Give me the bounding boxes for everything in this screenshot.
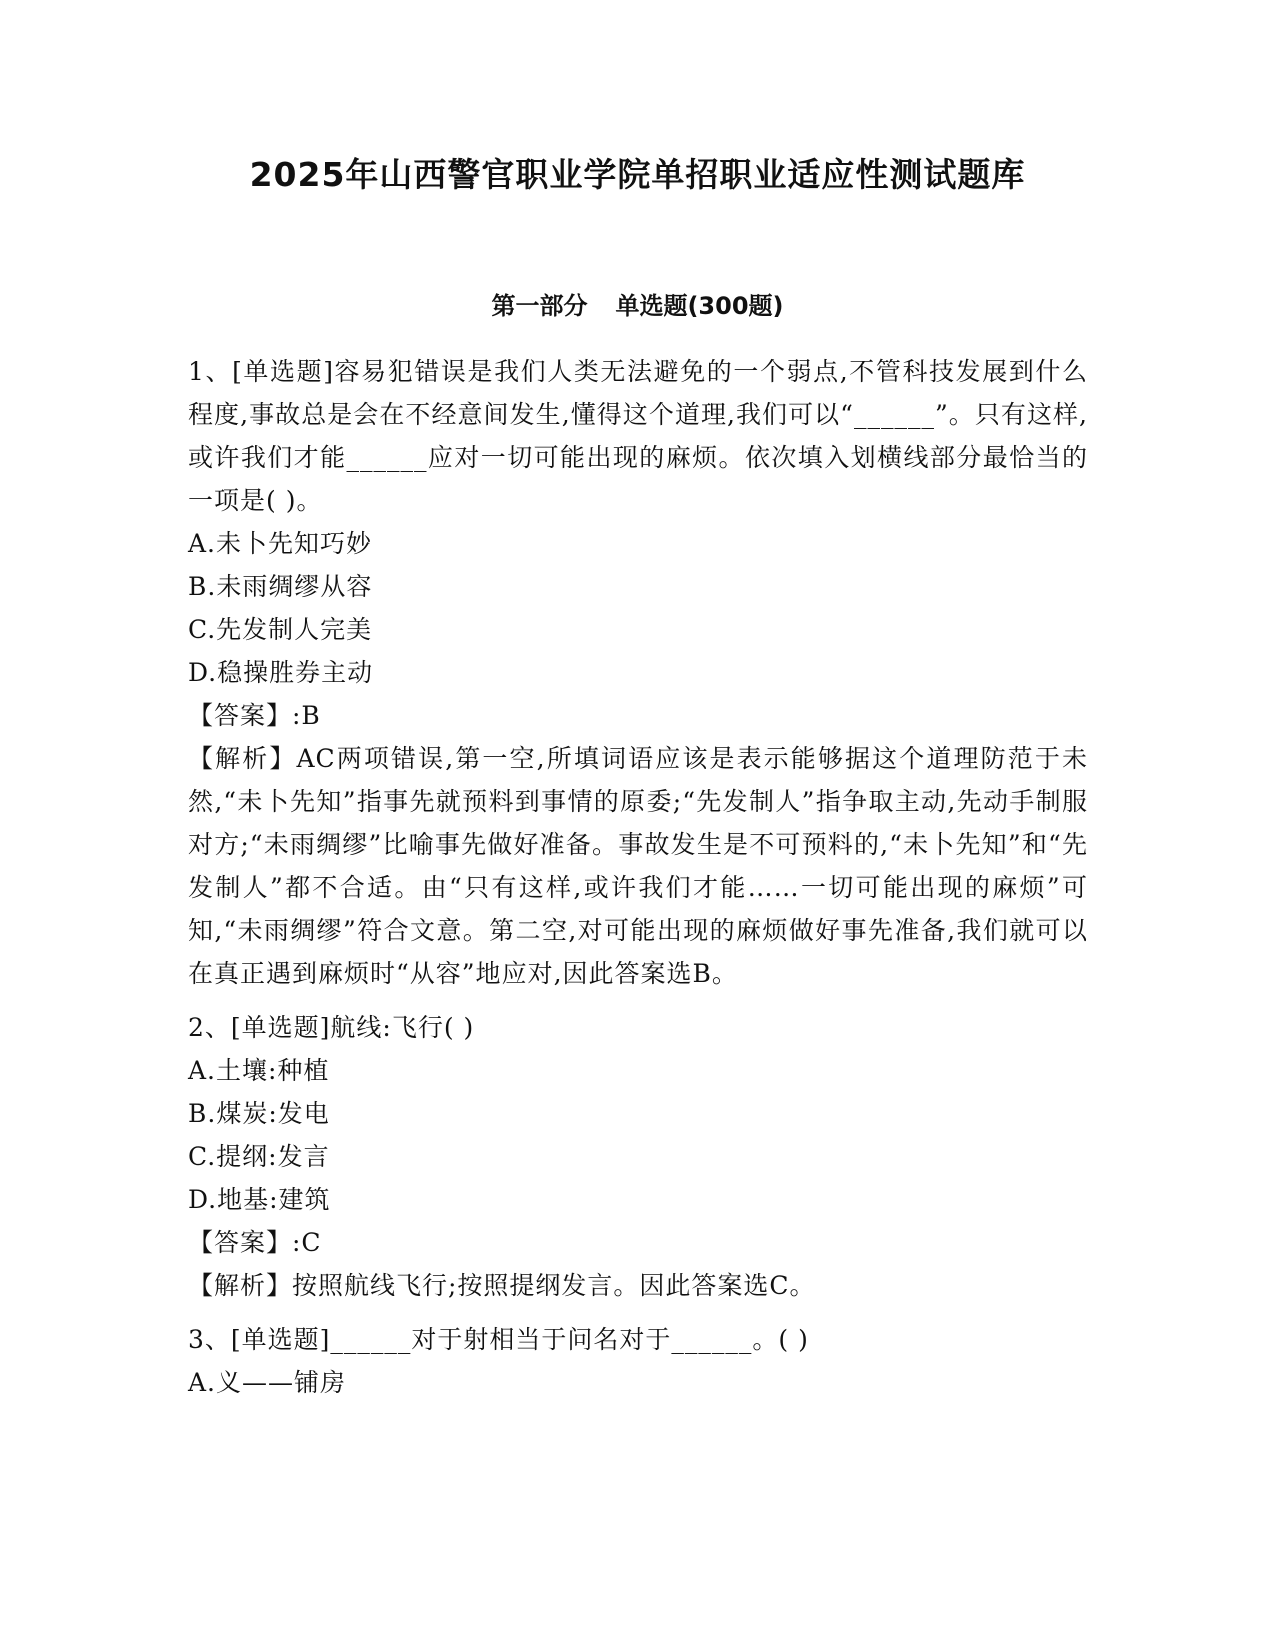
question-list: [188, 350, 1088, 1415]
option-a: A.未卜先知巧妙: [188, 529, 373, 558]
question-3: [188, 1318, 1088, 1404]
document-title: 2025年山西警官职业学院单招职业适应性测试题库: [249, 155, 1026, 194]
question-stem: 3、[单选题]______对于射相当于问名对于______。( ): [188, 1325, 809, 1354]
question-stem: 2、[单选题]航线:飞行( ): [188, 1013, 475, 1042]
option-a: A.土壤:种植: [188, 1056, 330, 1085]
section-heading: [0, 288, 1275, 324]
option-b: B.未雨绸缪从容: [188, 572, 373, 601]
option-d: D.稳操胜券主动: [188, 658, 374, 687]
answer: 【答案】:C: [188, 1228, 322, 1257]
section-name: 单选题(300题): [615, 292, 784, 320]
option-d: D.地基:建筑: [188, 1185, 331, 1214]
option-c: C.提纲:发言: [188, 1142, 330, 1171]
question-2: [188, 1006, 1088, 1307]
option-c: C.先发制人完美: [188, 615, 373, 644]
section-label: 第一部分: [491, 292, 588, 320]
option-b: B.煤炭:发电: [188, 1099, 330, 1128]
analysis: 【解析】按照航线飞行;按照提纲发言。因此答案选C。: [188, 1271, 816, 1300]
answer: 【答案】:B: [188, 701, 321, 730]
question-1: [188, 350, 1088, 995]
option-a: A.义——铺房: [188, 1368, 347, 1397]
analysis: 【解析】AC两项错误,第一空,所填词语应该是表示能够据这个道理防范于未然,“未卜先知”指事先就预料到事情的原委;“先发制人”指争取主动,先动手制服对方;“未雨绸缪”比喻事先做好准备。事故发生是不可预料的,“未卜先知”和“先发制人”都不合适。由“只有这样,或许我们才能……一切可能出现的麻烦”可知,“未雨绸缪”符合文意。第二空,对可能出现的麻烦做好事先准备,我们就可以在真正遇到麻烦时“从容”地应对,因此答案选B。: [188, 744, 1088, 988]
question-stem: 1、[单选题]容易犯错误是我们人类无法避免的一个弱点,不管科技发展到什么程度,事故总是会在不经意间发生,懂得这个道理,我们可以“______”。只有这样,或许我们才能______应对一切可能出现的麻烦。依次填入划横线部分最恰当的一项是( )。: [188, 357, 1088, 515]
